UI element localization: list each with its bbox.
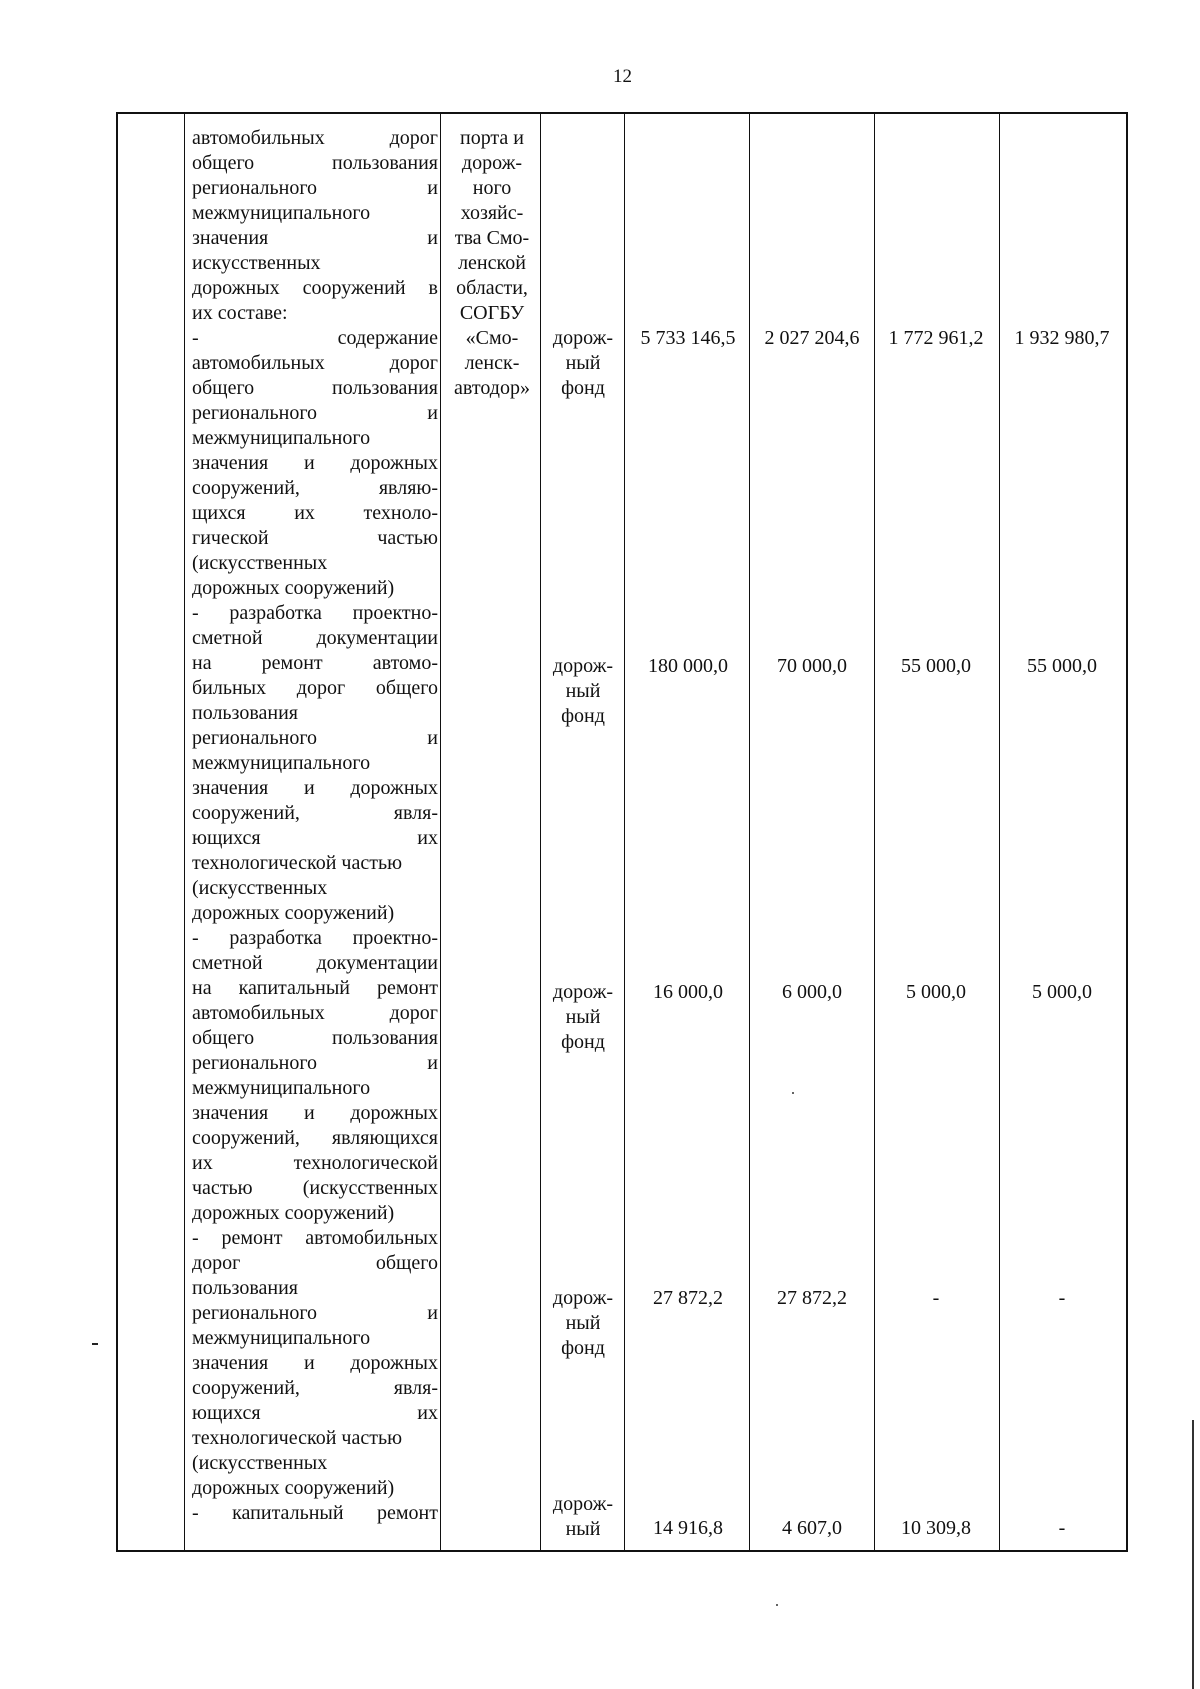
- funding-source-line: дорож-: [552, 981, 614, 1003]
- description-line: межмуниципального: [192, 1327, 371, 1349]
- funding-source-line: фонд: [561, 377, 605, 399]
- funding-source-cell: [540, 1492, 626, 1542]
- executor-line: хозяйс-: [460, 202, 524, 224]
- year-1-amount: 4 607,0: [782, 1517, 842, 1539]
- funding-source-cell: [540, 326, 626, 401]
- description-line: регионального и: [192, 727, 438, 749]
- description-line: - разработка проектно-: [192, 602, 438, 624]
- description-line: технологической частью: [192, 852, 403, 874]
- description-line: сооружений, явля-: [192, 802, 438, 824]
- activity-description-cell: [192, 126, 438, 1526]
- funding-source-cell: [540, 654, 626, 729]
- year-2-amount: 5 000,0: [906, 981, 966, 1003]
- year-3-amount: 1 932 980,7: [1014, 327, 1110, 349]
- year-2-amount: 10 309,8: [901, 1517, 971, 1539]
- description-line: - капитальный ремонт: [192, 1502, 438, 1524]
- year-3-amount: 5 000,0: [1032, 981, 1092, 1003]
- year-2-amount: 55 000,0: [901, 655, 971, 677]
- executor-cell: [446, 126, 538, 401]
- year-2-amount: -: [932, 1287, 940, 1309]
- scan-edge-line: [1192, 1420, 1194, 1689]
- description-line: пользования: [192, 1277, 298, 1299]
- description-line: на ремонт автомо-: [192, 652, 438, 674]
- description-line: бильных дорог общего: [192, 677, 438, 699]
- description-line: дорог общего: [192, 1252, 438, 1274]
- total-amount: 5 733 146,5: [640, 327, 736, 349]
- year-1-amount: 70 000,0: [777, 655, 847, 677]
- description-line: значения и дорожных: [192, 1102, 438, 1124]
- description-line: гической частью: [192, 527, 438, 549]
- funding-source-line: ный: [565, 1518, 601, 1540]
- funding-source-line: ный: [565, 352, 601, 374]
- executor-line: дорож-: [461, 152, 523, 174]
- description-line: дорожных сооружений): [192, 1202, 395, 1224]
- description-line: автомобильных дорог: [192, 352, 438, 374]
- description-line: общего пользования: [192, 1027, 438, 1049]
- description-line: дорожных сооружений): [192, 577, 395, 599]
- funding-source-line: дорож-: [552, 655, 614, 677]
- description-line: регионального и: [192, 1052, 438, 1074]
- executor-line: СОГБУ: [459, 302, 525, 324]
- description-line: межмуниципального: [192, 202, 371, 224]
- description-line: регионального и: [192, 1302, 438, 1324]
- description-line: дорожных сооружений): [192, 902, 395, 924]
- description-line: автомобильных дорог: [192, 1002, 438, 1024]
- description-line: - разработка проектно-: [192, 927, 438, 949]
- description-line: автомобильных дорог: [192, 127, 438, 149]
- total-amount: 27 872,2: [653, 1287, 723, 1309]
- funding-source-line: ный: [565, 1312, 601, 1334]
- description-line: регионального и: [192, 402, 438, 424]
- description-line: сооружений, являю-: [192, 477, 438, 499]
- scan-dot: [776, 1604, 778, 1606]
- description-line: (искусственных: [192, 552, 328, 574]
- funding-source-line: ный: [565, 1006, 601, 1028]
- funding-source-line: дорож-: [552, 1287, 614, 1309]
- funding-source-line: ный: [565, 680, 601, 702]
- description-line: (искусственных: [192, 877, 328, 899]
- description-line: их составе:: [192, 302, 288, 324]
- executor-line: тва Смо-: [454, 227, 530, 249]
- year-3-amount: -: [1058, 1287, 1066, 1309]
- description-line: сооружений, явля-: [192, 1377, 438, 1399]
- column-divider: [440, 114, 441, 1550]
- executor-line: порта и: [459, 127, 524, 149]
- description-line: сооружений, являющихся: [192, 1127, 438, 1149]
- description-line: искусственных: [192, 252, 321, 274]
- description-line: частью (искусственных: [192, 1177, 438, 1199]
- year-3-amount: 55 000,0: [1027, 655, 1097, 677]
- funding-source-line: дорож-: [552, 327, 614, 349]
- description-line: межмуниципального: [192, 752, 371, 774]
- year-1-amount: 2 027 204,6: [764, 327, 860, 349]
- description-line: межмуниципального: [192, 427, 371, 449]
- funding-source-cell: [540, 1286, 626, 1361]
- description-line: - ремонт автомобильных: [192, 1227, 438, 1249]
- description-line: технологической частью: [192, 1427, 403, 1449]
- column-divider: [184, 114, 185, 1550]
- executor-line: области,: [456, 277, 528, 299]
- description-line: сметной документации: [192, 952, 438, 974]
- funding-source-line: дорож-: [552, 1493, 614, 1515]
- description-line: межмуниципального: [192, 1077, 371, 1099]
- budget-table: [116, 112, 1128, 1552]
- total-amount: 180 000,0: [648, 655, 728, 677]
- total-amount: 14 916,8: [653, 1517, 723, 1539]
- page-number: 12: [613, 66, 632, 87]
- executor-line: ного: [472, 177, 512, 199]
- description-line: ющихся их: [192, 1402, 438, 1424]
- description-line: дорожных сооружений): [192, 1477, 395, 1499]
- description-line: общего пользования: [192, 152, 438, 174]
- year-2-amount: 1 772 961,2: [888, 327, 984, 349]
- margin-mark: [92, 1343, 98, 1345]
- funding-source-line: фонд: [561, 1337, 605, 1359]
- executor-line: ленск-: [464, 352, 520, 374]
- executor-line: «Смо-: [465, 327, 519, 349]
- funding-source-cell: [540, 980, 626, 1055]
- scan-dot: [792, 1092, 794, 1094]
- description-line: их технологической: [192, 1152, 438, 1174]
- description-line: на капитальный ремонт: [192, 977, 438, 999]
- year-1-amount: 6 000,0: [782, 981, 842, 1003]
- executor-line: автодор»: [454, 377, 530, 399]
- description-line: ющихся их: [192, 827, 438, 849]
- description-line: пользования: [192, 702, 298, 724]
- year-1-amount: 27 872,2: [777, 1287, 847, 1309]
- year-3-amount: -: [1058, 1517, 1066, 1539]
- description-line: значения и дорожных: [192, 1352, 438, 1374]
- description-line: щихся их техноло-: [192, 502, 438, 524]
- funding-source-line: фонд: [561, 1031, 605, 1053]
- description-line: значения и: [192, 227, 438, 249]
- description-line: общего пользования: [192, 377, 438, 399]
- description-line: значения и дорожных: [192, 777, 438, 799]
- executor-line: ленской: [458, 252, 526, 274]
- funding-source-line: фонд: [561, 705, 605, 727]
- total-amount: 16 000,0: [653, 981, 723, 1003]
- description-line: регионального и: [192, 177, 438, 199]
- description-line: дорожных сооружений в: [192, 277, 438, 299]
- description-line: значения и дорожных: [192, 452, 438, 474]
- description-line: сметной документации: [192, 627, 438, 649]
- description-line: - содержание: [192, 327, 438, 349]
- description-line: (искусственных: [192, 1452, 328, 1474]
